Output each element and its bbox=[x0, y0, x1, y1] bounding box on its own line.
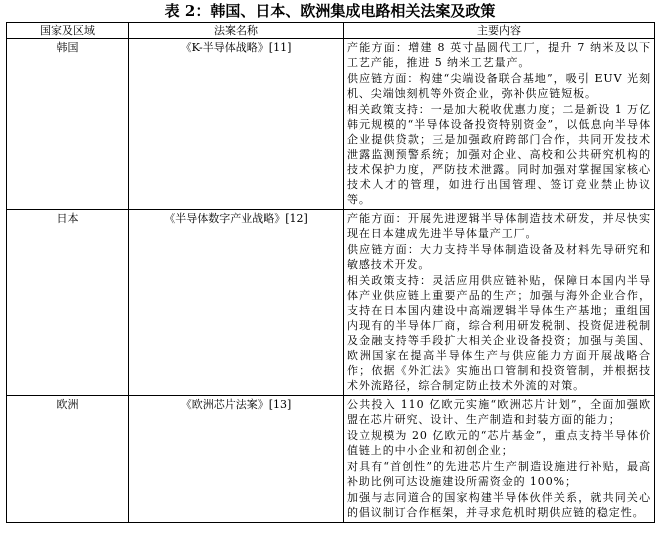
cell-region: 韩国 bbox=[7, 39, 129, 210]
table-title: 表 2：韩国、日本、欧洲集成电路相关法案及政策 bbox=[164, 2, 496, 20]
cell-law: 《K-半导体战略》[11] bbox=[129, 39, 344, 210]
content-paragraph: 供应链方面：大力支持半导体制造设备及材料先导研究和敏感技术开发。 bbox=[347, 243, 651, 271]
header-region: 国家及区域 bbox=[7, 23, 129, 39]
cell-law: 《半导体数字产业战略》[12] bbox=[129, 210, 344, 396]
content-paragraph: 供应链方面：构建“尖端设备联合基地”，吸引 EUV 光刻机、尖端蚀刻机等外资企业，弥补供应链短板。 bbox=[347, 72, 651, 100]
cell-content bbox=[344, 210, 655, 396]
cell-region: 欧洲 bbox=[7, 396, 129, 523]
cell-law: 《欧洲芯片法案》[13] bbox=[129, 396, 344, 523]
header-content: 主要内容 bbox=[344, 23, 655, 39]
content-paragraph: 公共投入 110 亿欧元实施“欧洲芯片计划”，全面加强欧盟在芯片研究、设计、生产制造和封装方面的能力； bbox=[347, 398, 651, 426]
table-row-europe bbox=[7, 396, 655, 523]
table-row-korea bbox=[7, 39, 655, 210]
content-paragraph: 相关政策支持：灵活应用供应链补贴，保障日本国内半导体产业供应链上重要产品的生产；加强与海外企业合作，支持在日本国内建设中高端逻辑半导体生产基地；重组国内现有的半导体厂商，综合利用研发税制、投资促进税制及金融支持等手段扩大相关企业设备投资；加强与美国、欧洲国家在提高半导体生产与供应能力方面开展战略合作；依据《外汇法》实施出口管制和投资管制，并根据技术外流路径，综合制定防止技术外流的对策。 bbox=[347, 274, 651, 392]
content-paragraph: 产能方面：增建 8 英寸晶圆代工厂，提升 7 纳米及以下工艺产能，推进 5 纳米工艺量产。 bbox=[347, 41, 651, 69]
policy-table bbox=[6, 22, 655, 523]
header-law: 法案名称 bbox=[129, 23, 344, 39]
table-header-row bbox=[7, 23, 655, 39]
content-paragraph: 产能方面：开展先进逻辑半导体制造技术研发，并尽快实现在日本建成先进半导体量产工厂。 bbox=[347, 212, 651, 240]
cell-content bbox=[344, 396, 655, 523]
cell-content bbox=[344, 39, 655, 210]
cell-region: 日本 bbox=[7, 210, 129, 396]
content-paragraph: 加强与志同道合的国家构建半导体伙伴关系，就共同关心的倡议制订合作框架，并寻求危机时期供应链的稳定性。 bbox=[347, 491, 651, 519]
table-row-japan bbox=[7, 210, 655, 396]
content-paragraph: 设立规模为 20 亿欧元的“芯片基金”，重点支持半导体价值链上的中小企业和初创企业； bbox=[347, 429, 651, 457]
content-paragraph: 相关政策支持：一是加大税收优惠力度；二是新设 1 万亿韩元规模的“半导体设备投资特别资金”，以低息向半导体企业提供贷款；三是加强政府跨部门合作，共同开发技术泄露监测预警系统；加强对企业、高校和公共研究机构的技术保护力度，严防技术泄露。同时加强对掌握国家核心技术人才的管理，如进行出国管理、签订竞业禁止协议等。 bbox=[347, 103, 651, 206]
content-paragraph: 对具有“首创性”的先进芯片生产制造设施进行补贴，最高补助比例可达设施建设所需资金的 100%； bbox=[347, 460, 651, 488]
